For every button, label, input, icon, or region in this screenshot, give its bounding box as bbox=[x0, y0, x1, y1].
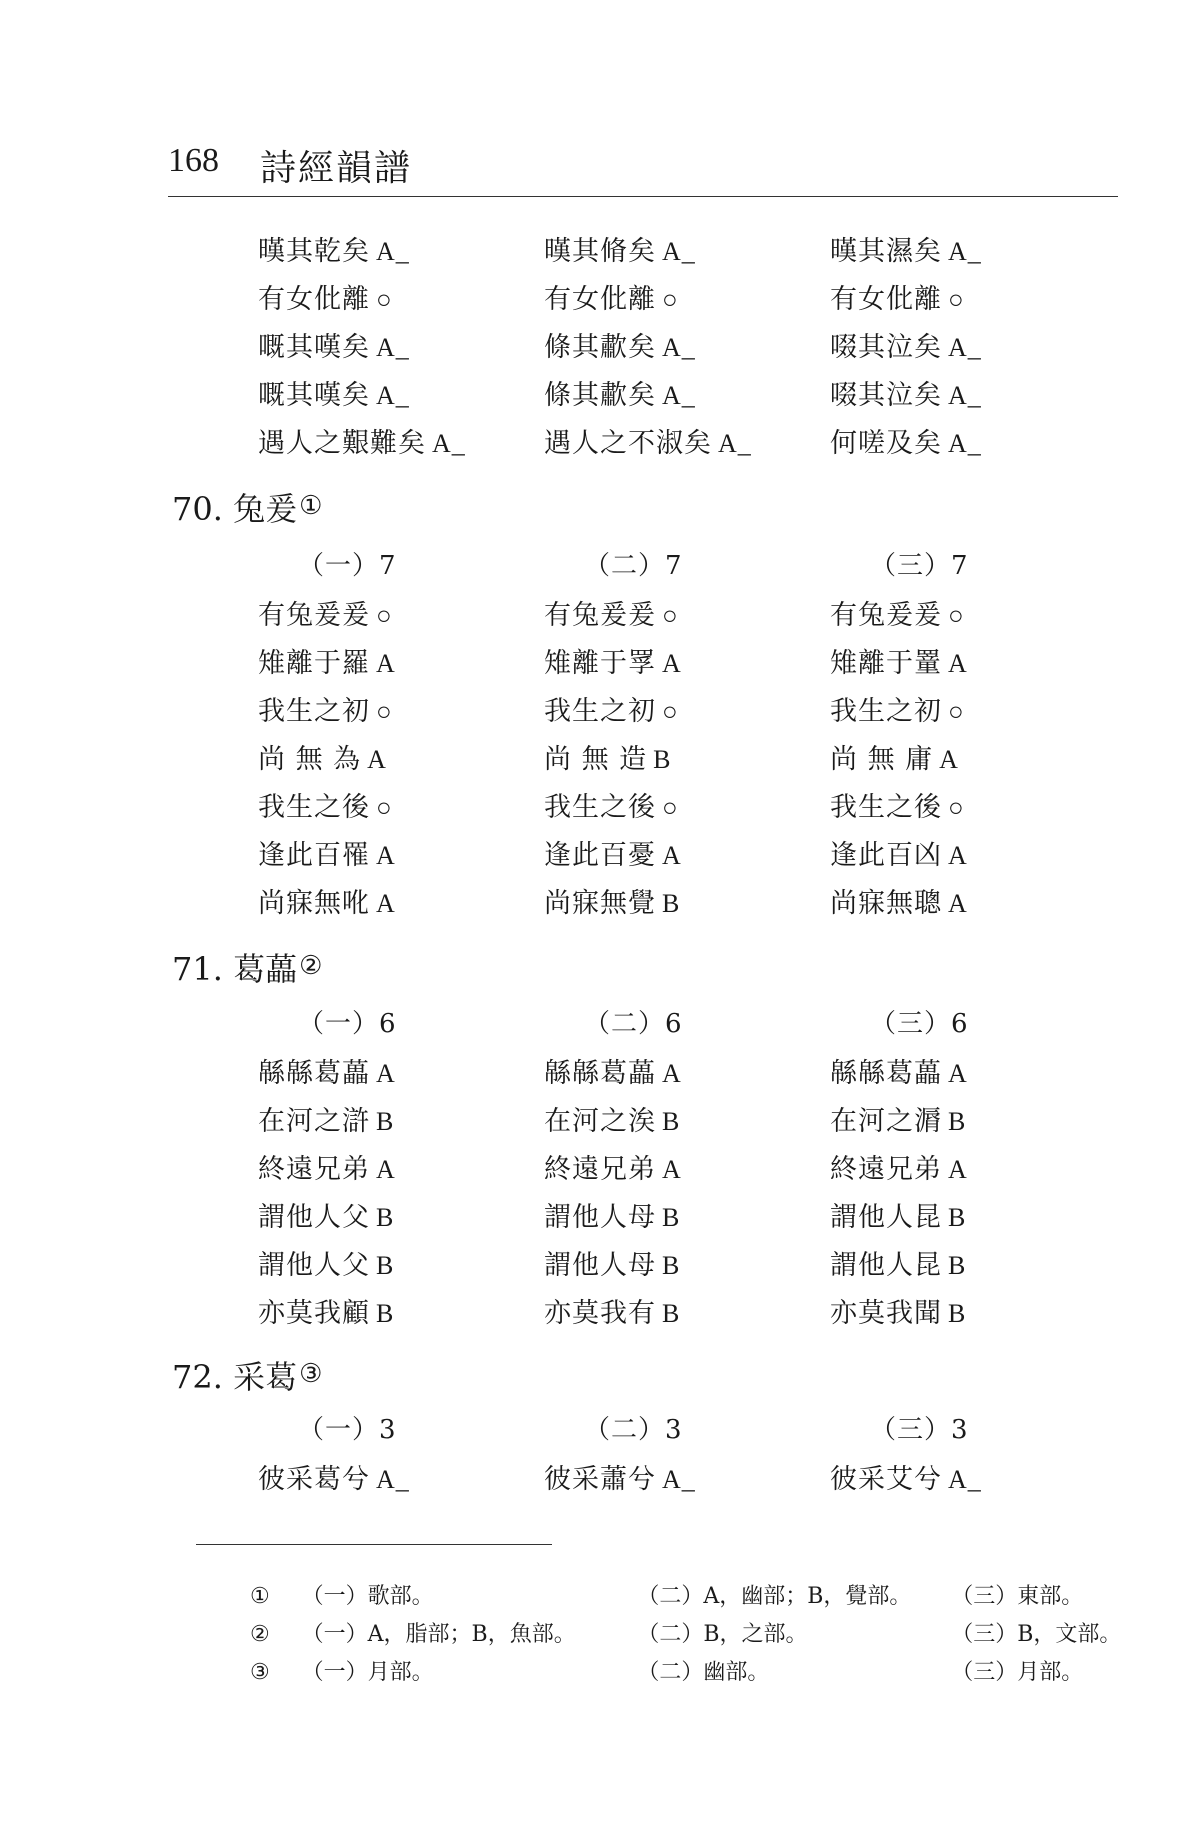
line-text: 在河之漘 bbox=[830, 1106, 942, 1137]
rhyme-mark: A bbox=[948, 1059, 968, 1088]
footnote-note: （二）幽部。 bbox=[637, 1660, 770, 1685]
rhyme-mark: B bbox=[948, 1299, 967, 1328]
poem-line bbox=[830, 420, 1116, 468]
rhyme-mark: A_ bbox=[948, 333, 982, 362]
ode-name: 采葛 bbox=[233, 1358, 298, 1396]
line-text: 緜緜葛藟 bbox=[258, 1058, 370, 1089]
poem-line bbox=[830, 372, 1116, 420]
rhyme-mark: A bbox=[948, 1155, 968, 1184]
line-text: 逢此百凶 bbox=[830, 840, 942, 871]
rhyme-mark: A_ bbox=[718, 429, 752, 458]
footnote-note: （三）B，文部。 bbox=[951, 1622, 1122, 1647]
footnote-note: （三）月部。 bbox=[951, 1660, 1084, 1685]
poem-line bbox=[830, 592, 1116, 640]
poem-line bbox=[544, 1098, 830, 1146]
line-text: 有兔爰爰 bbox=[830, 600, 942, 631]
rhyme-mark: A_ bbox=[662, 1465, 696, 1494]
poem-line bbox=[830, 1456, 1116, 1504]
rhyme-mark: ○ bbox=[376, 601, 393, 630]
stanza bbox=[544, 998, 830, 1338]
rhyme-mark: A bbox=[376, 649, 396, 678]
line-text: 終遠兄弟 bbox=[258, 1154, 370, 1185]
rhyme-mark: A_ bbox=[376, 381, 410, 410]
line-text: 啜其泣矣 bbox=[830, 332, 942, 363]
line-text: 雉離于罦 bbox=[544, 648, 656, 679]
rhyme-mark: B bbox=[653, 745, 672, 774]
poem-line bbox=[544, 1242, 830, 1290]
footnote-divider bbox=[196, 1544, 552, 1545]
stanza-label: （一）6 bbox=[298, 1009, 397, 1039]
line-text: 啜其泣矣 bbox=[830, 380, 942, 411]
continuation-column bbox=[258, 228, 544, 468]
rhyme-mark: ○ bbox=[948, 601, 965, 630]
footnotes bbox=[250, 1578, 1130, 1692]
line-text: 遇人之不淑矣 bbox=[544, 428, 712, 459]
rhyme-mark: A_ bbox=[948, 381, 982, 410]
continuation-stanzas bbox=[258, 228, 1118, 468]
line-text: 謂他人昆 bbox=[830, 1202, 942, 1233]
poem-line bbox=[544, 420, 830, 468]
rhyme-mark: A bbox=[948, 841, 968, 870]
rhyme-mark: B bbox=[948, 1251, 967, 1280]
poem-line bbox=[258, 592, 544, 640]
continuation-column bbox=[544, 228, 830, 468]
footnote-note: （二）B，之部。 bbox=[637, 1622, 808, 1647]
rhyme-mark: B bbox=[662, 1203, 681, 1232]
line-text: 暵其脩矣 bbox=[544, 236, 656, 267]
line-text: 我生之初 bbox=[830, 696, 942, 727]
rhyme-mark: ○ bbox=[376, 793, 393, 822]
rhyme-mark: ○ bbox=[948, 697, 965, 726]
poem-line bbox=[830, 640, 1116, 688]
rhyme-mark: A_ bbox=[662, 333, 696, 362]
footnote-number: ① bbox=[250, 1584, 270, 1609]
ode-number: 70. bbox=[172, 490, 223, 528]
line-text: 我生之後 bbox=[830, 792, 942, 823]
line-text: 謂他人母 bbox=[544, 1250, 656, 1281]
poem-line bbox=[544, 736, 830, 784]
rhyme-mark: B bbox=[662, 1107, 681, 1136]
line-text: 有女仳離 bbox=[258, 284, 370, 315]
stanza bbox=[830, 540, 1116, 928]
poem-line bbox=[830, 832, 1116, 880]
rhyme-mark: A_ bbox=[376, 1465, 410, 1494]
rhyme-mark: ○ bbox=[948, 793, 965, 822]
line-text: 我生之初 bbox=[258, 696, 370, 727]
poem-line bbox=[258, 228, 544, 276]
line-text: 在河之滸 bbox=[258, 1106, 370, 1137]
line-text: 尚 無 為 bbox=[258, 744, 362, 775]
footnote-note: （三）東部。 bbox=[951, 1584, 1084, 1609]
poem-line bbox=[544, 1146, 830, 1194]
poem-line bbox=[830, 880, 1116, 928]
rhyme-mark: B bbox=[376, 1299, 395, 1328]
line-text: 條其歗矣 bbox=[544, 380, 656, 411]
poem-line bbox=[544, 784, 830, 832]
line-text: 尚寐無吪 bbox=[258, 888, 370, 919]
rhyme-mark: A bbox=[662, 841, 682, 870]
poem-line bbox=[258, 1146, 544, 1194]
footnote-ref: ③ bbox=[299, 1359, 323, 1389]
poem-line bbox=[258, 640, 544, 688]
line-text: 亦莫我聞 bbox=[830, 1298, 942, 1329]
stanza bbox=[830, 998, 1116, 1338]
poem-line bbox=[544, 640, 830, 688]
poem-line bbox=[544, 1194, 830, 1242]
line-text: 我生之後 bbox=[544, 792, 656, 823]
line-text: 終遠兄弟 bbox=[544, 1154, 656, 1185]
rhyme-mark: ○ bbox=[376, 697, 393, 726]
line-text: 謂他人父 bbox=[258, 1202, 370, 1233]
rhyme-mark: B bbox=[376, 1203, 395, 1232]
page-header bbox=[168, 136, 1118, 197]
poem-line bbox=[258, 420, 544, 468]
line-text: 尚寐無聰 bbox=[830, 888, 942, 919]
line-text: 尚 無 造 bbox=[544, 744, 648, 775]
poem-line bbox=[258, 688, 544, 736]
rhyme-mark: B bbox=[948, 1107, 967, 1136]
poem-line bbox=[258, 1050, 544, 1098]
poem-line bbox=[830, 276, 1116, 324]
poem-line bbox=[544, 688, 830, 736]
line-text: 謂他人昆 bbox=[830, 1250, 942, 1281]
rhyme-mark: A bbox=[662, 1059, 682, 1088]
poem-line bbox=[830, 1290, 1116, 1338]
stanza bbox=[544, 1404, 830, 1504]
line-text: 有兔爰爰 bbox=[544, 600, 656, 631]
page-number: 168 bbox=[168, 142, 219, 179]
rhyme-mark: B bbox=[376, 1107, 395, 1136]
line-text: 逢此百憂 bbox=[544, 840, 656, 871]
rhyme-mark: ○ bbox=[662, 601, 679, 630]
rhyme-mark: A bbox=[376, 1155, 396, 1184]
stanza bbox=[258, 1404, 544, 1504]
ode-stanzas bbox=[258, 1404, 1118, 1504]
rhyme-mark: A bbox=[376, 1059, 396, 1088]
poem-line bbox=[544, 1050, 830, 1098]
footnote-number: ② bbox=[250, 1622, 270, 1647]
poem-line bbox=[830, 1242, 1116, 1290]
line-text: 在河之涘 bbox=[544, 1106, 656, 1137]
ode-name: 兔爰 bbox=[233, 490, 298, 528]
footnote-row bbox=[250, 1616, 1130, 1654]
poem-line bbox=[258, 880, 544, 928]
poem-line bbox=[258, 1242, 544, 1290]
rhyme-mark: A bbox=[662, 649, 682, 678]
line-text: 遇人之艱難矣 bbox=[258, 428, 426, 459]
poem-line bbox=[544, 228, 830, 276]
line-text: 何嗟及矣 bbox=[830, 428, 942, 459]
rhyme-mark: A_ bbox=[432, 429, 466, 458]
rhyme-mark: A bbox=[948, 889, 968, 918]
line-text: 彼采蕭兮 bbox=[544, 1464, 656, 1495]
line-text: 逢此百罹 bbox=[258, 840, 370, 871]
poem-line bbox=[830, 736, 1116, 784]
line-text: 緜緜葛藟 bbox=[830, 1058, 942, 1089]
line-text: 嘅其嘆矣 bbox=[258, 332, 370, 363]
stanza-label: （三）3 bbox=[870, 1415, 969, 1445]
stanza bbox=[258, 540, 544, 928]
rhyme-mark: A_ bbox=[662, 237, 696, 266]
line-text: 有兔爰爰 bbox=[258, 600, 370, 631]
poem-line bbox=[830, 1098, 1116, 1146]
ode-stanzas bbox=[258, 540, 1118, 928]
poem-line bbox=[544, 880, 830, 928]
footnote-note: （一）歌部。 bbox=[301, 1584, 434, 1609]
ode-number: 71. bbox=[172, 950, 223, 988]
rhyme-mark: B bbox=[948, 1203, 967, 1232]
rhyme-mark: A bbox=[948, 649, 968, 678]
book-title: 詩經韻譜 bbox=[260, 148, 413, 189]
poem-line bbox=[830, 324, 1116, 372]
poem-line bbox=[258, 324, 544, 372]
rhyme-mark: A bbox=[376, 889, 396, 918]
footnote-number: ③ bbox=[250, 1660, 270, 1685]
rhyme-mark: A_ bbox=[948, 429, 982, 458]
poem-line bbox=[830, 784, 1116, 832]
poem-line bbox=[258, 784, 544, 832]
footnote-row bbox=[250, 1654, 1130, 1692]
ode-title bbox=[172, 1352, 322, 1398]
poem-line bbox=[258, 1290, 544, 1338]
poem-line bbox=[830, 688, 1116, 736]
ode-title bbox=[172, 944, 322, 990]
rhyme-mark: ○ bbox=[662, 285, 679, 314]
line-text: 緜緜葛藟 bbox=[544, 1058, 656, 1089]
rhyme-mark: A_ bbox=[662, 381, 696, 410]
footnote-note: （一）A，脂部；B，魚部。 bbox=[301, 1622, 576, 1647]
line-text: 雉離于罿 bbox=[830, 648, 942, 679]
poem-line bbox=[544, 276, 830, 324]
line-text: 彼采艾兮 bbox=[830, 1464, 942, 1495]
footnote-ref: ② bbox=[299, 951, 323, 981]
poem-line bbox=[258, 1098, 544, 1146]
stanza-label: （三）7 bbox=[870, 551, 969, 581]
stanza bbox=[544, 540, 830, 928]
line-text: 嘅其嘆矣 bbox=[258, 380, 370, 411]
line-text: 尚寐無覺 bbox=[544, 888, 656, 919]
rhyme-mark: ○ bbox=[662, 697, 679, 726]
stanza-label: （二）3 bbox=[584, 1415, 683, 1445]
line-text: 謂他人母 bbox=[544, 1202, 656, 1233]
ode-number: 72. bbox=[172, 1358, 223, 1396]
poem-line bbox=[544, 324, 830, 372]
ode-name: 葛藟 bbox=[233, 950, 298, 988]
rhyme-mark: A bbox=[367, 745, 387, 774]
stanza-label: （二）6 bbox=[584, 1009, 683, 1039]
footnote-ref: ① bbox=[299, 491, 323, 521]
poem-line bbox=[544, 592, 830, 640]
poem-line bbox=[258, 1194, 544, 1242]
poem-line bbox=[544, 832, 830, 880]
footnote-note: （一）月部。 bbox=[301, 1660, 434, 1685]
rhyme-mark: B bbox=[662, 1299, 681, 1328]
line-text: 有女仳離 bbox=[830, 284, 942, 315]
footnote-row bbox=[250, 1578, 1130, 1616]
rhyme-mark: A_ bbox=[376, 333, 410, 362]
poem-line bbox=[830, 1050, 1116, 1098]
line-text: 亦莫我有 bbox=[544, 1298, 656, 1329]
rhyme-mark: ○ bbox=[948, 285, 965, 314]
ode-stanzas bbox=[258, 998, 1118, 1338]
rhyme-mark: A bbox=[662, 1155, 682, 1184]
line-text: 終遠兄弟 bbox=[830, 1154, 942, 1185]
poem-line bbox=[830, 228, 1116, 276]
line-text: 暵其乾矣 bbox=[258, 236, 370, 267]
poem-line bbox=[544, 372, 830, 420]
line-text: 謂他人父 bbox=[258, 1250, 370, 1281]
stanza bbox=[830, 1404, 1116, 1504]
poem-line bbox=[258, 276, 544, 324]
line-text: 條其歗矣 bbox=[544, 332, 656, 363]
line-text: 雉離于羅 bbox=[258, 648, 370, 679]
rhyme-mark: ○ bbox=[376, 285, 393, 314]
poem-line bbox=[830, 1194, 1116, 1242]
line-text: 有女仳離 bbox=[544, 284, 656, 315]
poem-line bbox=[258, 832, 544, 880]
rhyme-mark: A bbox=[939, 745, 959, 774]
stanza-label: （一）7 bbox=[298, 551, 397, 581]
rhyme-mark: A bbox=[376, 841, 396, 870]
rhyme-mark: A_ bbox=[376, 237, 410, 266]
line-text: 亦莫我顧 bbox=[258, 1298, 370, 1329]
stanza bbox=[258, 998, 544, 1338]
line-text: 我生之後 bbox=[258, 792, 370, 823]
poem-line bbox=[830, 1146, 1116, 1194]
rhyme-mark: ○ bbox=[662, 793, 679, 822]
poem-line bbox=[258, 1456, 544, 1504]
poem-line bbox=[544, 1290, 830, 1338]
rhyme-mark: B bbox=[662, 889, 681, 918]
continuation-column bbox=[830, 228, 1116, 468]
stanza-label: （三）6 bbox=[870, 1009, 969, 1039]
poem-line bbox=[258, 736, 544, 784]
poem-line bbox=[544, 1456, 830, 1504]
line-text: 我生之初 bbox=[544, 696, 656, 727]
rhyme-mark: A_ bbox=[948, 1465, 982, 1494]
rhyme-mark: B bbox=[376, 1251, 395, 1280]
rhyme-mark: A_ bbox=[948, 237, 982, 266]
footnote-note: （二）A，幽部；B，覺部。 bbox=[637, 1584, 912, 1609]
stanza-label: （二）7 bbox=[584, 551, 683, 581]
line-text: 暵其濕矣 bbox=[830, 236, 942, 267]
stanza-label: （一）3 bbox=[298, 1415, 397, 1445]
poem-line bbox=[258, 372, 544, 420]
line-text: 尚 無 庸 bbox=[830, 744, 934, 775]
line-text: 彼采葛兮 bbox=[258, 1464, 370, 1495]
rhyme-mark: B bbox=[662, 1251, 681, 1280]
ode-title bbox=[172, 484, 322, 530]
